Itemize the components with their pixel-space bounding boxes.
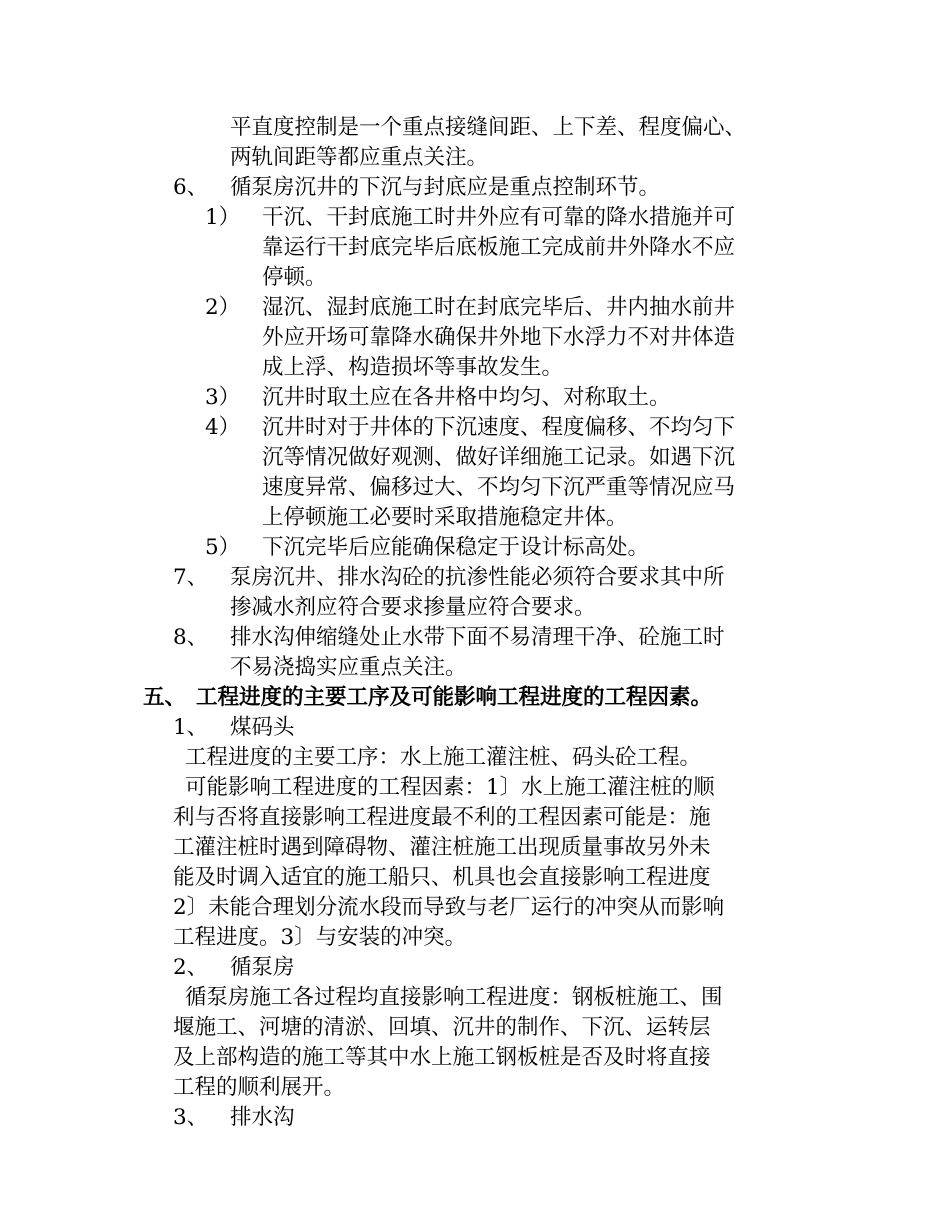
s2-para-line-4: 工程的顺利展开。 xyxy=(173,1075,346,1100)
item-6-text: 循泵房沉井的下沉与封底应是重点控制环节。 xyxy=(230,175,661,200)
item-8-number: 8、 xyxy=(173,625,209,650)
s1-para2-line-6: 工程进度。3〕与安装的冲突。 xyxy=(173,925,467,950)
sub-4-line-3: 速度异常、偏移过大、不均匀下沉严重等情况应马 xyxy=(262,475,736,500)
s2-para-line-2: 堰施工、河塘的清淤、回填、沉井的制作、下沉、运转层 xyxy=(173,1015,711,1040)
s1-para2-line-3: 工灌注桩时遇到障碍物、灌注桩施工出现质量事故另外未 xyxy=(173,835,711,860)
sub-2-number: 2） xyxy=(205,295,241,320)
sub-5-line-1: 下沉完毕后应能确保稳定于设计标高处。 xyxy=(262,535,650,560)
sub-1-line-1: 干沉、干封底施工时井外应有可靠的降水措施并可 xyxy=(262,205,736,230)
intro-line-1: 平直度控制是一个重点接缝间距、上下差、程度偏心、 xyxy=(230,115,747,140)
section-5-number: 五、 xyxy=(143,685,187,710)
intro-line-2: 两轨间距等都应重点关注。 xyxy=(230,145,489,170)
section-5-title: 工程进度的主要工序及可能影响工程进度的工程因素。 xyxy=(196,685,713,710)
s1-para2-line-2: 利与否将直接影响工程进度最不利的工程因素可能是：施 xyxy=(173,805,711,830)
sub-4-line-4: 上停顿施工必要时采取措施稳定井体。 xyxy=(262,505,628,530)
item-8-line-1: 排水沟伸缩缝处止水带下面不易清理干净、砼施工时 xyxy=(230,625,725,650)
sub-3-line-1: 沉井时取土应在各井格中均匀、对称取土。 xyxy=(262,385,671,410)
sub-2-line-1: 湿沉、湿封底施工时在封底完毕后、井内抽水前井 xyxy=(262,295,736,320)
sub-2-line-3: 成上浮、构造损坏等事故发生。 xyxy=(262,355,564,380)
item-7-line-2: 掺减水剂应符合要求掺量应符合要求。 xyxy=(230,595,596,620)
item-8-line-2: 不易浇捣实应重点关注。 xyxy=(230,655,467,680)
subsection-3-heading: 排水沟 xyxy=(230,1105,295,1130)
subsection-2-heading: 循泵房 xyxy=(230,955,295,980)
subsection-3-number: 3、 xyxy=(173,1105,209,1130)
s2-para-line-1: 循泵房施工各过程均直接影响工程进度：钢板桩施工、围 xyxy=(185,985,723,1010)
s2-para-line-3: 及上部构造的施工等其中水上施工钢板桩是否及时将直接 xyxy=(173,1045,711,1070)
sub-1-line-3: 停顿。 xyxy=(262,265,327,290)
subsection-1-heading: 煤码头 xyxy=(230,715,295,740)
s1-para1: 工程进度的主要工序：水上施工灌注桩、码头砼工程。 xyxy=(185,745,702,770)
s1-para2-line-1: 可能影响工程进度的工程因素：1〕水上施工灌注桩的顺 xyxy=(185,775,715,800)
sub-4-line-2: 沉等情况做好观测、做好详细施工记录。如遇下沉 xyxy=(262,445,736,470)
sub-5-number: 5） xyxy=(205,535,241,560)
sub-3-number: 3） xyxy=(205,385,241,410)
s1-para2-line-4: 能及时调入适宜的施工船只、机具也会直接影响工程进度 xyxy=(173,865,711,890)
item-7-line-1: 泵房沉井、排水沟砼的抗渗性能必须符合要求其中所 xyxy=(230,565,725,590)
sub-1-number: 1） xyxy=(205,205,241,230)
subsection-1-number: 1、 xyxy=(173,715,209,740)
sub-4-number: 4） xyxy=(205,415,241,440)
item-6-number: 6、 xyxy=(173,175,209,200)
subsection-2-number: 2、 xyxy=(173,955,209,980)
sub-4-line-1: 沉井时对于井体的下沉速度、程度偏移、不均匀下 xyxy=(262,415,736,440)
sub-2-line-2: 外应开场可靠降水确保井外地下水浮力不对井体造 xyxy=(262,325,736,350)
sub-1-line-2: 靠运行干封底完毕后底板施工完成前井外降水不应 xyxy=(262,235,736,260)
s1-para2-line-5: 2〕未能合理划分流水段而导致与老厂运行的冲突从而影响 xyxy=(173,895,725,920)
item-7-number: 7、 xyxy=(173,565,209,590)
